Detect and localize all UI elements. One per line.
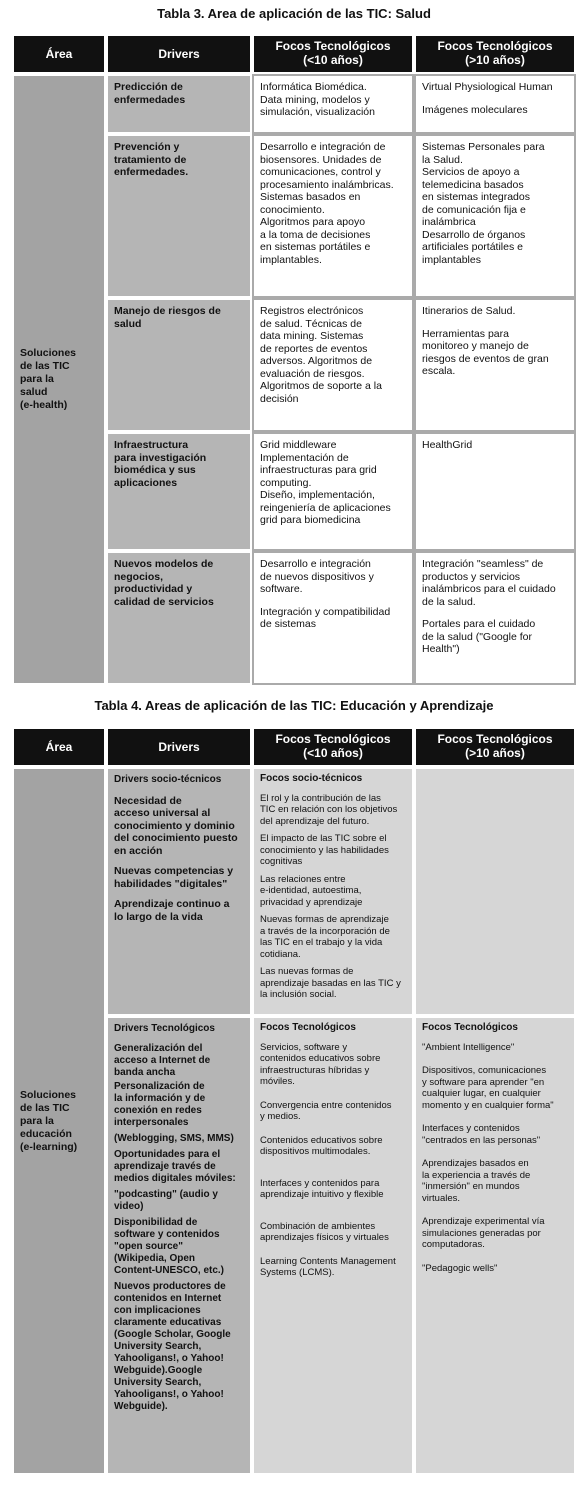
list-item: Interfaces y contenidos "centrados en las personas" <box>422 1123 541 1146</box>
driver-item: Aprendizaje continuo a lo largo de la vida <box>114 898 230 923</box>
list-item: Dispositivos, comunicaciones y software para aprender "en cualquier lugar, en cualquier momento y en cualquier forma" <box>422 1065 554 1111</box>
driver-item: Oportunidades para el aprendizaje través de medios digitales móviles: <box>114 1149 236 1184</box>
list-item: Convergencia entre contenidos y medios. <box>260 1099 392 1122</box>
cell-text: Virtual Physiological Human <box>422 81 553 93</box>
table4 <box>12 727 576 1475</box>
list-item: Combinación de ambientes aprendizajes físicos y virtuales <box>260 1220 389 1243</box>
driver-item: Disponibilidad de software y contenidos "open source" (Wikipedia, Open Content-UNESCO, etc.) <box>114 1217 224 1276</box>
header-short-term: Focos Tecnológicos (<10 años) <box>252 34 414 74</box>
header-area: Área <box>12 34 106 74</box>
driver-item: Personalización de la información y de conexión en redes interpersonales <box>114 1081 206 1128</box>
cell-text: Sistemas Personales para la Salud. Servicios de apoyo a telemedicina basados en sistemas integrados de comunicación fija e inalámbrica Desarrollo de órganos artificiales portátiles e implantables <box>422 141 545 266</box>
driver-cell: Manejo de riesgos de salud <box>106 298 252 432</box>
long-term-cell <box>414 432 576 551</box>
cell-text: Informática Biomédica. Data mining, modelos y simulación, visualización <box>260 81 375 118</box>
long-term-cell <box>414 551 576 685</box>
driver-cell: Infraestructura para investigación biomédica y sus aplicaciones <box>106 432 252 551</box>
list-item: Nuevas formas de aprendizaje a través de la incorporación de las TIC en el trabajo y la vida cotidiana. <box>260 914 390 960</box>
driver-item: Nuevos productores de contenidos en Internet con implicaciones claramente educativas (Google Scholar, Google University Search, Yahooligans!, o Yahoo! Webguide).Google University Search, Yahooligans!, o Yahoo! Webguide). <box>114 1281 231 1412</box>
cell-text: Integración "seamless" de productos y servicios inalámbricos para el cuidado de la salud. <box>422 558 556 608</box>
long-term-cell <box>414 74 576 134</box>
list-item: "Ambient Intelligence" <box>422 1041 515 1053</box>
list-item: El impacto de las TIC sobre el conocimiento y las habilidades cognitivas <box>260 833 389 867</box>
short-term-cell <box>252 767 414 1016</box>
header-drivers: Drivers <box>106 727 252 767</box>
short-title: Focos Tecnológicos <box>260 1022 356 1033</box>
list-item: Contenidos educativos sobre dispositivos multimodales. <box>260 1134 383 1157</box>
area-cell: Soluciones de las TIC para la salud (e-health) <box>12 74 106 685</box>
list-item: Aprendizaje experimental vía simulaciones generadas por computadoras. <box>422 1216 545 1250</box>
table-row <box>12 74 576 134</box>
short-term-cell <box>252 1016 414 1475</box>
driver-cell <box>106 1016 252 1475</box>
short-term-cell <box>252 432 414 551</box>
list-item: Learning Contents Management Systems (LCMS). <box>260 1255 396 1278</box>
list-item: Interfaces y contenidos para aprendizaje intuitivo y flexible <box>260 1177 384 1200</box>
cell-text: Integración y compatibilidad de sistemas <box>260 605 391 630</box>
list-item: El rol y la contribución de las TIC en relación con los objetivos del aprendizaje del futuro. <box>260 792 398 827</box>
driver-cell: Nuevos modelos de negocios, productividad y calidad de servicios <box>106 551 252 685</box>
driver-title: Drivers Tecnológicos <box>114 1023 215 1034</box>
driver-item: "podcasting" (audio y video) <box>114 1189 218 1212</box>
list-item: Las nuevas formas de aprendizaje basadas en las TIC y la inclusión social. <box>260 966 401 1000</box>
short-term-cell <box>252 134 414 298</box>
table4-header-row <box>12 727 576 767</box>
short-term-cell <box>252 74 414 134</box>
driver-item: Generalización del acceso a Internet de banda ancha <box>114 1043 211 1078</box>
list-item: Aprendizajes basados en la experiencia a través de "inmersión" en mundos virtuales. <box>422 1158 531 1204</box>
table3-header-row <box>12 34 576 74</box>
short-term-cell <box>252 551 414 685</box>
cell-text: Herramientas para monitoreo y manejo de riesgos de eventos de gran escala. <box>422 327 549 377</box>
driver-item: Nuevas competencias y habilidades "digitales" <box>114 865 234 890</box>
cell-text: Itinerarios de Salud. <box>422 305 516 317</box>
header-area: Área <box>12 727 106 767</box>
long-title: Focos Tecnológicos <box>422 1022 518 1033</box>
header-long-term: Focos Tecnológicos (>10 años) <box>414 727 576 767</box>
long-term-cell <box>414 134 576 298</box>
driver-item: (Weblogging, SMS, MMS) <box>114 1133 234 1144</box>
cell-text: Desarrollo e integración de nuevos dispositivos y software. <box>260 558 374 595</box>
cell-text: Registros electrónicos de salud. Técnicas de data mining. Sistemas de reportes de eventos adversos. Algoritmos de evaluación de riesgos. Algoritmos de soporte a la decisión <box>260 305 382 405</box>
short-term-cell <box>252 298 414 432</box>
table-row <box>12 767 576 1016</box>
header-long-term: Focos Tecnológicos (>10 años) <box>414 34 576 74</box>
cell-text: Portales para el cuidado de la salud ("Google for Health") <box>422 618 536 655</box>
cell-text: Imágenes moleculares <box>422 103 528 116</box>
cell-text: Grid middleware Implementación de infraestructuras para grid computing. Diseño, implementación, reingeniería de aplicaciones grid para biomedicina <box>260 439 391 526</box>
table3-caption: Tabla 3. Area de aplicación de las TIC: Salud <box>157 6 431 21</box>
list-item: Las relaciones entre e-identidad, autoestima, privacidad y aprendizaje <box>260 873 363 908</box>
driver-cell: Predicción de enfermedades <box>106 74 252 134</box>
driver-item: Necesidad de acceso universal al conocimiento y dominio del conocimiento puesto en acción <box>114 794 238 857</box>
header-short-term: Focos Tecnológicos (<10 años) <box>252 727 414 767</box>
driver-cell: Prevención y tratamiento de enfermedades. <box>106 134 252 298</box>
table3 <box>12 34 576 685</box>
area-cell: Soluciones de las TIC para la educación (e-learning) <box>12 767 106 1475</box>
header-drivers: Drivers <box>106 34 252 74</box>
cell-text: HealthGrid <box>422 439 473 451</box>
list-item: Servicios, software y contenidos educativos sobre infraestructuras híbridas y móviles. <box>260 1041 381 1087</box>
driver-title: Drivers socio-técnicos <box>114 774 222 785</box>
long-term-cell <box>414 298 576 432</box>
driver-cell <box>106 767 252 1016</box>
long-term-cell <box>414 767 576 1016</box>
table4-caption: Tabla 4. Areas de aplicación de las TIC: Educación y Aprendizaje <box>94 698 494 713</box>
cell-text: Desarrollo e integración de biosensores. Unidades de comunicaciones, control y procesamiento inalámbricas. Sistemas basados en conocimiento. Algoritmos para apoyo a la toma de decisiones en sistemas portátiles e implantables. <box>260 141 394 266</box>
long-term-cell <box>414 1016 576 1475</box>
list-item: "Pedagogic wells" <box>422 1262 498 1274</box>
short-title: Focos socio-técnicos <box>260 773 363 784</box>
